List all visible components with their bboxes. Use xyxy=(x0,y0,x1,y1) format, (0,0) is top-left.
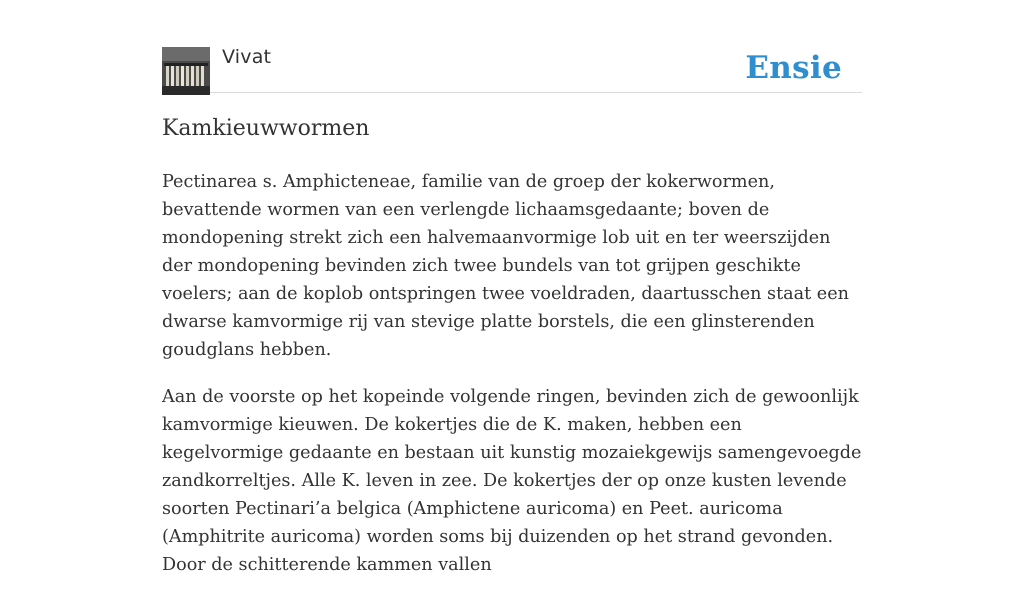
brand-logo[interactable]: Ensie xyxy=(745,50,842,86)
paragraph: Pectinarea s. Amphicteneae, familie van de groep der kokerwormen, bevattende wormen van een verlengde lichaamsgedaante; boven de mondopening strekt zich een halvemaanvormige lob uit en ter weerszijden der mondopening bevinden zich twee bundels van tot grijpen geschikte voelers; aan de koplob ontspringen twee voeldraden, daartusschen staat een dwarse kamvormige rij van stevige platte borstels, die een glinsterenden goudglans hebben. xyxy=(162,172,849,360)
avatar[interactable] xyxy=(162,47,210,95)
paragraph: Aan de voorste op het kopeinde volgende ringen, bevinden zich de gewoonlijk kamvormige kieuwen. De kokertjes die de K. maken, hebben een kegelvormige gedaante en bestaan uit kunstig mozaiekgewijs samengevoegde zandkorreltjes. Alle K. leven in zee. De kokertjes der op onze kusten levende soorten Pectinari’a belgica (Amphictene auricoma) en Peet. auricoma (Amphitrite auricoma) worden soms bij duizenden op het strand gevonden. Door de schitterende kammen vallen xyxy=(162,387,862,575)
article-body xyxy=(162,168,862,598)
author-name[interactable]: Vivat xyxy=(222,46,272,68)
page-title: Kamkieuwwormen xyxy=(162,116,370,141)
article-header xyxy=(162,46,862,93)
avatar-image xyxy=(162,47,210,95)
